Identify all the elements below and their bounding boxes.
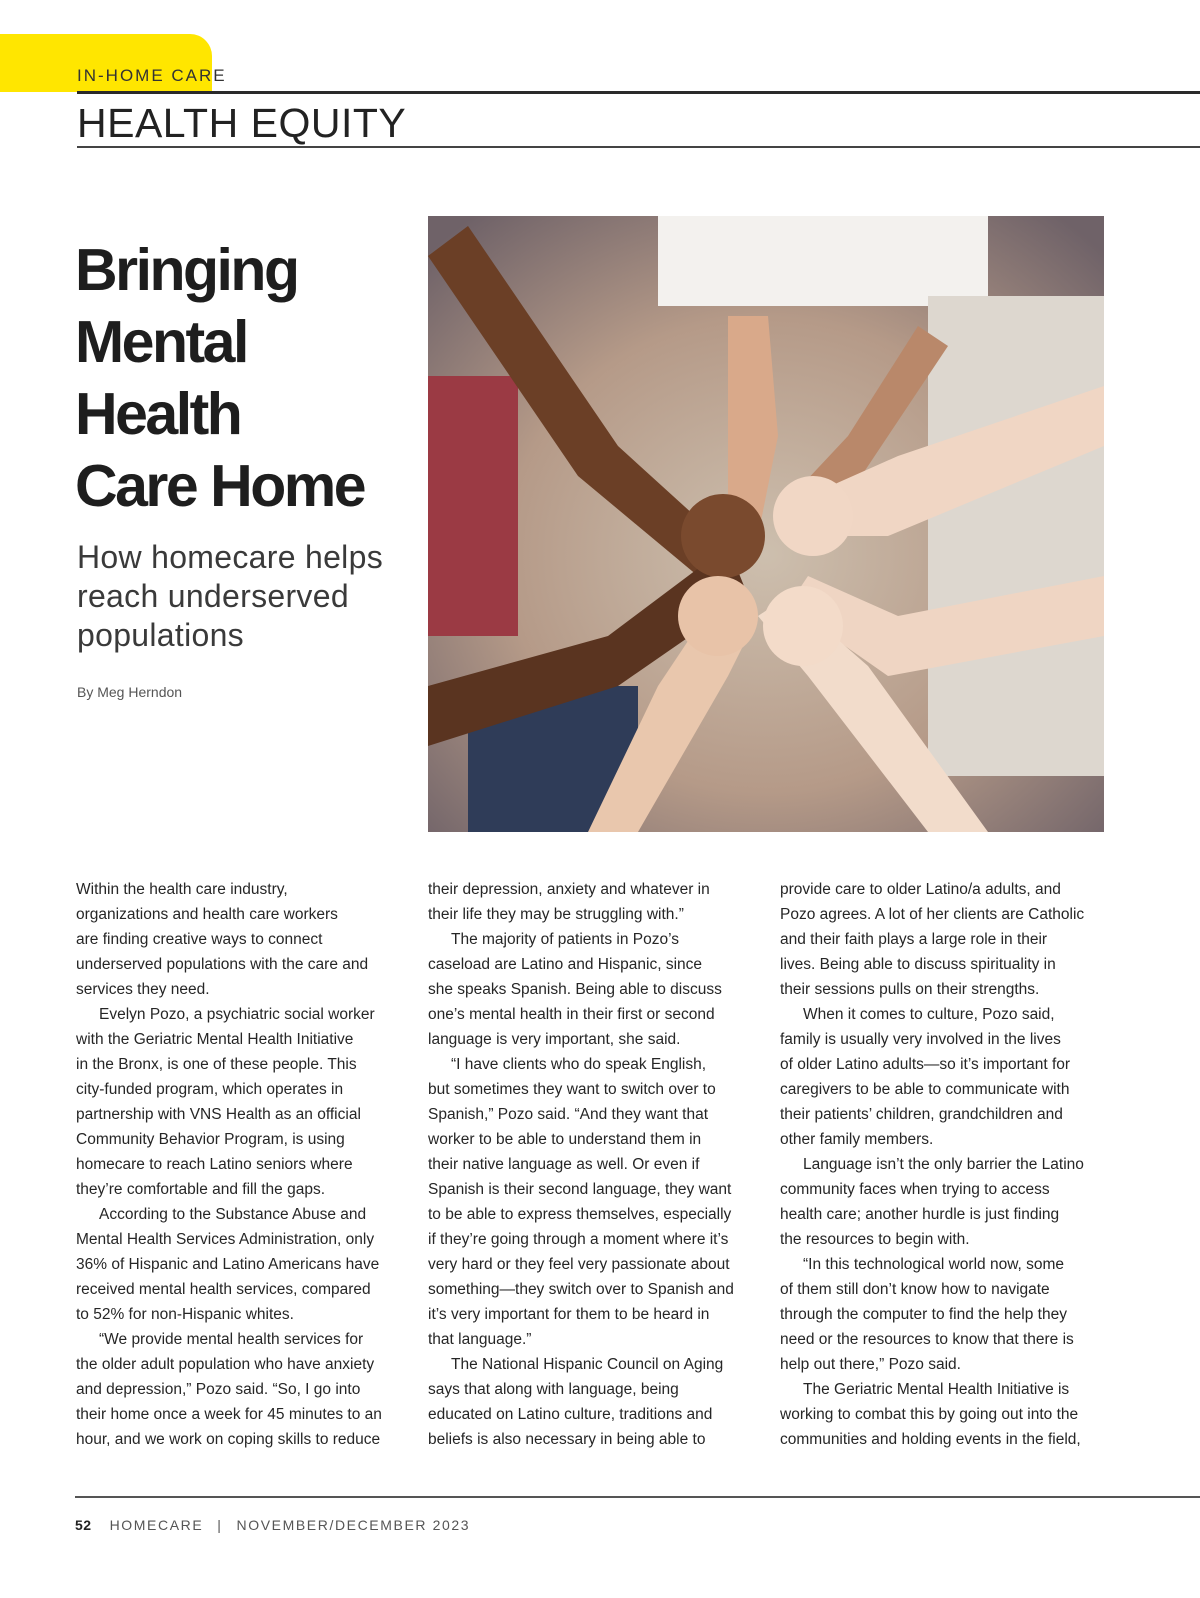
body-line: Language isn’t the only barrier the Latino	[803, 1156, 1084, 1173]
body-line: worker to be able to understand them in	[428, 1131, 702, 1148]
body-column-1	[76, 877, 406, 1452]
footer-separator: |	[217, 1517, 223, 1533]
page-number: 52	[75, 1517, 92, 1533]
body-paragraph	[428, 877, 758, 927]
body-line: Pozo agrees. A lot of her clients are Catholic	[780, 906, 1085, 923]
body-line: and depression,” Pozo said. “So, I go into	[76, 1381, 361, 1398]
body-line: caseload are Latino and Hispanic, since	[428, 956, 703, 973]
body-line: services they need.	[76, 981, 210, 998]
body-line: that language.”	[428, 1331, 532, 1348]
body-line: through the computer to find the help they	[780, 1306, 1067, 1323]
deck-line: populations	[77, 617, 244, 653]
body-line: they’re comfortable and fill the gaps.	[76, 1181, 325, 1198]
body-line: organizations and health care workers	[76, 906, 338, 923]
body-line: communities and holding events in the field,	[780, 1431, 1081, 1448]
body-paragraph	[76, 1202, 406, 1327]
body-line: educated on Latino culture, traditions and	[428, 1406, 713, 1423]
body-line: something—they switch over to Spanish and	[428, 1281, 734, 1298]
headline	[75, 234, 425, 522]
body-line: partnership with VNS Health as an official	[76, 1106, 361, 1123]
body-paragraph	[428, 927, 758, 1052]
body-line: The Geriatric Mental Health Initiative is	[803, 1381, 1070, 1398]
body-paragraph	[780, 1002, 1110, 1152]
body-line: very hard or they feel very passionate about	[428, 1256, 730, 1273]
body-line: to 52% for non-Hispanic whites.	[76, 1306, 294, 1323]
body-line: Spanish,” Pozo said. “And they want that	[428, 1106, 709, 1123]
footer-rule	[75, 1496, 1200, 1498]
body-line: health care; another hurdle is just finding	[780, 1206, 1060, 1223]
byline: By Meg Herndon	[77, 684, 183, 700]
body-line: she speaks Spanish. Being able to discuss	[428, 981, 722, 998]
body-line: their depression, anxiety and whatever in	[428, 881, 710, 898]
body-line: received mental health services, compared	[76, 1281, 371, 1298]
body-line: and their faith plays a large role in their	[780, 931, 1048, 948]
body-line: According to the Substance Abuse and	[99, 1206, 367, 1223]
body-line: other family members.	[780, 1131, 934, 1148]
deck-line: How homecare helps	[77, 539, 383, 575]
body-line: city-funded program, which operates in	[76, 1081, 344, 1098]
body-line: “We provide mental health services for	[99, 1331, 364, 1348]
body-paragraph	[428, 1352, 758, 1452]
body-line: it’s very important for them to be heard in	[428, 1306, 710, 1323]
headline-line: Bringing	[75, 237, 298, 303]
body-line: but sometimes they want to switch over to	[428, 1081, 716, 1098]
body-line: language is very important, she said.	[428, 1031, 681, 1048]
body-line: with the Geriatric Mental Health Initiative	[76, 1031, 354, 1048]
header-rule	[77, 91, 1200, 94]
body-line: “In this technological world now, some	[803, 1256, 1065, 1273]
body-line: provide care to older Latino/a adults, and	[780, 881, 1061, 898]
body-line: need or the resources to know that there is	[780, 1331, 1074, 1348]
body-line: The majority of patients in Pozo’s	[451, 931, 680, 948]
body-line: 36% of Hispanic and Latino Americans have	[76, 1256, 380, 1273]
body-line: community faces when trying to access	[780, 1181, 1050, 1198]
body-line: working to combat this by going out into the	[780, 1406, 1079, 1423]
body-line: caregivers to be able to communicate with	[780, 1081, 1070, 1098]
body-paragraph	[780, 877, 1110, 1002]
body-line: lives. Being able to discuss spirituality in	[780, 956, 1056, 973]
headline-line: Mental	[75, 309, 247, 375]
body-line: “I have clients who do speak English,	[451, 1056, 707, 1073]
body-line: their sessions pulls on their strengths.	[780, 981, 1040, 998]
body-line: if they’re going through a moment where it’s	[428, 1231, 729, 1248]
body-line: underserved populations with the care and	[76, 956, 369, 973]
department-title: HEALTH EQUITY	[77, 100, 407, 146]
headline-line: Care Home	[75, 453, 365, 519]
body-line: Evelyn Pozo, a psychiatric social worker	[99, 1006, 375, 1023]
body-line: to be able to express themselves, especially	[428, 1206, 732, 1223]
body-line: family is usually very involved in the lives	[780, 1031, 1061, 1048]
body-paragraph	[76, 877, 406, 1002]
body-paragraph	[780, 1252, 1110, 1377]
body-line: Community Behavior Program, is using	[76, 1131, 345, 1148]
body-column-3	[780, 877, 1110, 1452]
body-paragraph	[76, 1002, 406, 1202]
deck-line: reach underserved	[77, 578, 349, 614]
body-line: hour, and we work on coping skills to reduce	[76, 1431, 381, 1448]
body-line: the resources to begin with.	[780, 1231, 970, 1248]
body-column-2	[428, 877, 758, 1452]
body-line: the older adult population who have anxiety	[76, 1356, 375, 1373]
body-line: The National Hispanic Council on Aging	[451, 1356, 724, 1373]
issue-date: NOVEMBER/DECEMBER 2023	[236, 1517, 471, 1533]
body-line: of older Latino adults—so it’s important for	[780, 1056, 1071, 1073]
body-paragraph	[780, 1152, 1110, 1252]
magazine-name: HOMECARE	[109, 1517, 204, 1533]
body-line: When it comes to culture, Pozo said,	[803, 1006, 1055, 1023]
section-label: IN-HOME CARE	[77, 66, 227, 85]
body-line: of them still don’t know how to navigate	[780, 1281, 1050, 1298]
body-line: says that along with language, being	[428, 1381, 679, 1398]
body-line: their patients’ children, grandchildren and	[780, 1106, 1063, 1123]
department-rule	[77, 146, 1200, 148]
body-line: their native language as well. Or even if	[428, 1156, 700, 1173]
body-line: beliefs is also necessary in being able to	[428, 1431, 706, 1448]
footer-folio	[75, 1517, 470, 1533]
body-line: Spanish is their second language, they want	[428, 1181, 732, 1198]
body-line: homecare to reach Latino seniors where	[76, 1156, 353, 1173]
body-line: one’s mental health in their first or second	[428, 1006, 715, 1023]
body-line: help out there,” Pozo said.	[780, 1356, 961, 1373]
body-paragraph	[780, 1377, 1110, 1452]
headline-line: Health	[75, 381, 241, 447]
body-line: Within the health care industry,	[76, 881, 288, 898]
hands-joined-circle-photo	[428, 216, 1104, 832]
body-line: Mental Health Services Administration, only	[76, 1231, 375, 1248]
body-line: are finding creative ways to connect	[76, 931, 323, 948]
body-line: their home once a week for 45 minutes to an	[76, 1406, 382, 1423]
body-line: their life they may be struggling with.”	[428, 906, 684, 923]
body-paragraph	[428, 1052, 758, 1352]
body-line: in the Bronx, is one of these people. This	[76, 1056, 357, 1073]
body-paragraph	[76, 1327, 406, 1452]
deck-subtitle	[77, 538, 417, 655]
